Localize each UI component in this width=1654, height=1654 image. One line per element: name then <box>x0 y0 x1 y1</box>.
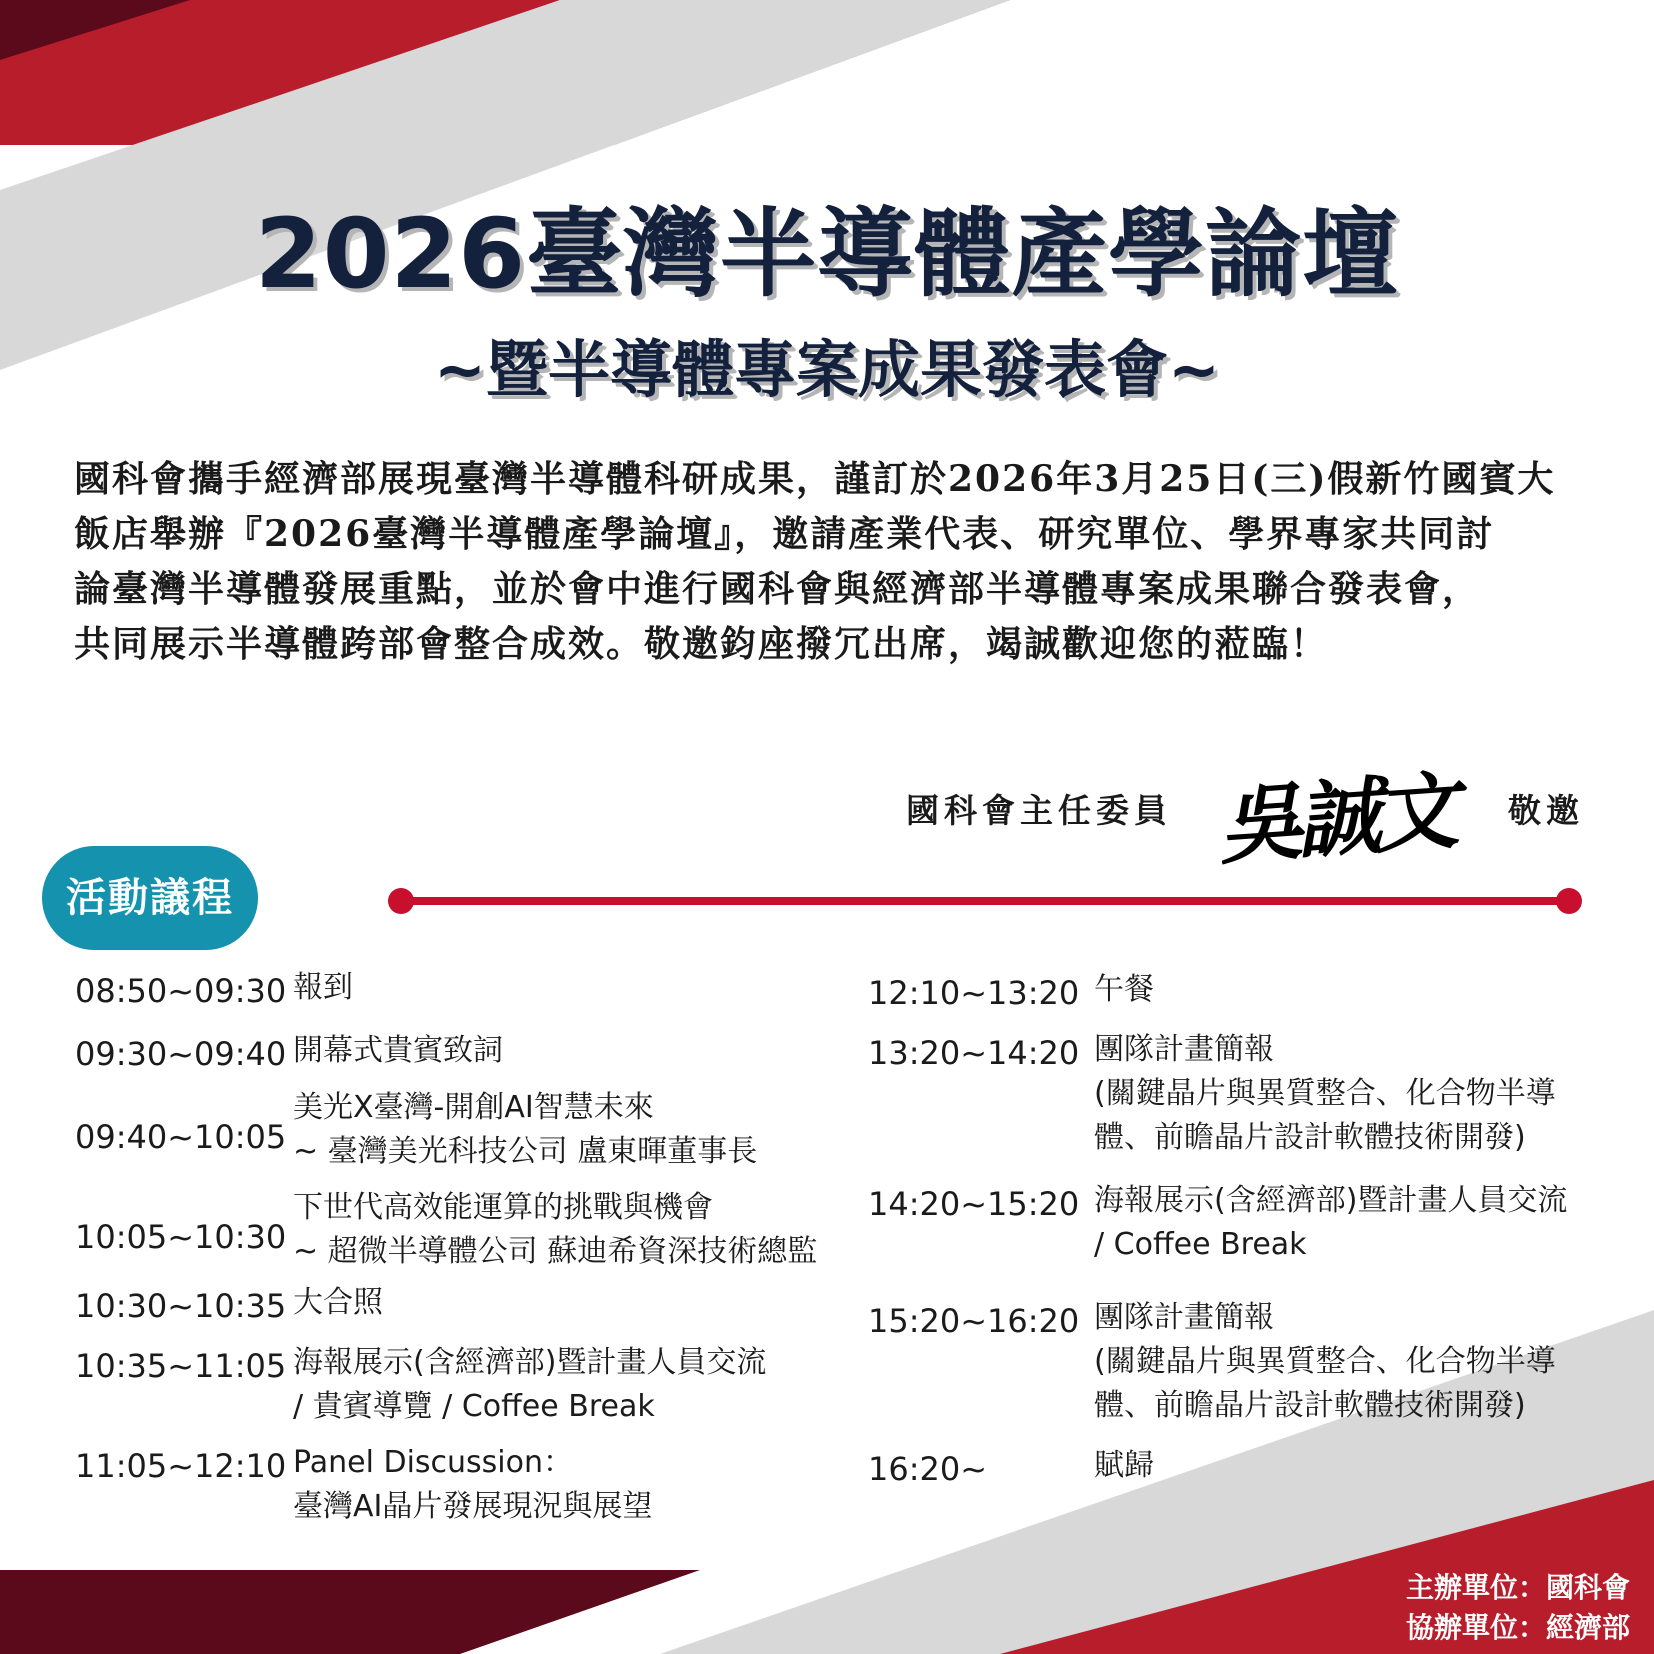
agenda-description <box>293 1186 817 1274</box>
co-host-organizer: 協辦單位：經濟部 <box>1405 1611 1630 1644</box>
agenda-description-line: 海報展示(含經濟部)暨計畫人員交流 <box>1094 1183 1568 1218</box>
agenda-description-line: / Coffee Break <box>1094 1227 1307 1262</box>
agenda-description-line: 體、前瞻晶片設計軟體技術開發) <box>1094 1388 1526 1423</box>
agenda-description-line: Panel Discussion： <box>293 1445 574 1480</box>
agenda-time: 13:20~14:20 <box>868 1034 1080 1072</box>
agenda-description-line: (關鍵晶片與異質整合、化合物半導 <box>1094 1344 1556 1379</box>
agenda-description-line: ~ 超微半導體公司 蘇迪希資深技術總監 <box>293 1234 818 1269</box>
agenda-description-line: 海報展示(含經濟部)暨計畫人員交流 <box>293 1345 767 1380</box>
agenda-description <box>1094 1296 1556 1428</box>
signature-title: 國科會主任委員 <box>906 791 1172 830</box>
agenda-time: 08:50~09:30 <box>75 972 287 1010</box>
agenda-description <box>293 1029 503 1073</box>
agenda-description <box>1094 968 1154 1012</box>
agenda-description-line: 賦歸 <box>1094 1448 1154 1483</box>
agenda-divider <box>400 897 1570 905</box>
agenda-time: 11:05~12:10 <box>75 1447 287 1485</box>
agenda-time: 14:20~15:20 <box>868 1185 1080 1223</box>
agenda-time: 10:35~11:05 <box>75 1347 287 1385</box>
page-subtitle: ~暨半導體專案成果發表會~ <box>434 333 1220 406</box>
agenda-description-line: 大合照 <box>293 1285 383 1320</box>
agenda-description <box>293 1441 652 1529</box>
agenda-time: 15:20~16:20 <box>868 1302 1080 1340</box>
agenda-time: 12:10~13:20 <box>868 974 1080 1012</box>
invitation-line: 論臺灣半導體發展重點，並於會中進行國科會與經濟部半導體專案成果聯合發表會， <box>74 568 1481 610</box>
agenda-time: 10:05~10:30 <box>75 1218 287 1256</box>
agenda-description-line: 團隊計畫簡報 <box>1094 1032 1274 1067</box>
agenda-description-line: 午餐 <box>1094 972 1154 1007</box>
host-organizer: 主辦單位：國科會 <box>1405 1571 1630 1604</box>
agenda-description-line: 臺灣AI晶片發展現況與展望 <box>293 1489 653 1524</box>
agenda-time: 09:30~09:40 <box>75 1035 287 1073</box>
invitation-line: 國科會攜手經濟部展現臺灣半導體科研成果，謹訂於2026年3月25日(三)假新竹國賓大 <box>74 458 1556 500</box>
agenda-description-line: 美光X臺灣-開創AI智慧未來 <box>293 1090 654 1125</box>
invitation-line: 飯店舉辦『2026臺灣半導體產學論壇』，邀請產業代表、研究單位、學界專家共同討 <box>74 513 1495 555</box>
invitation-line: 共同展示半導體跨部會整合成效。敬邀鈞座撥冗出席，竭誠歡迎您的蒞臨！ <box>74 623 1329 665</box>
agenda-description <box>1094 1179 1567 1267</box>
agenda-description <box>293 966 353 1010</box>
agenda-description-line: 團隊計畫簡報 <box>1094 1300 1274 1335</box>
divider-dot-right <box>1556 888 1582 914</box>
agenda-description-line: 開幕式貴賓致詞 <box>293 1033 503 1068</box>
agenda-description-line: / 貴賓導覽 / Coffee Break <box>293 1389 655 1424</box>
bottom-dark-band <box>0 1570 700 1654</box>
agenda-description <box>1094 1028 1556 1160</box>
signature-closing: 敬邀 <box>1508 791 1584 830</box>
agenda-description-line: (關鍵晶片與異質整合、化合物半導 <box>1094 1076 1556 1111</box>
agenda-badge: 活動議程 <box>42 846 258 950</box>
invitation-text <box>74 452 1594 672</box>
agenda-description-line: ~ 臺灣美光科技公司 盧東暉董事長 <box>293 1134 758 1169</box>
agenda-description <box>1094 1444 1154 1488</box>
handwritten-signature: 吳誠文 <box>1215 760 1456 877</box>
agenda-description-line: 下世代高效能運算的挑戰與機會 <box>293 1190 713 1225</box>
page-title: 2026臺灣半導體產學論壇 <box>254 198 1400 310</box>
agenda-description <box>293 1281 383 1325</box>
agenda-description <box>293 1341 766 1429</box>
agenda-time: 09:40~10:05 <box>75 1118 287 1156</box>
agenda-time: 16:20~ <box>868 1450 988 1488</box>
agenda-description-line: 報到 <box>293 970 353 1005</box>
agenda-description-line: 體、前瞻晶片設計軟體技術開發) <box>1094 1120 1526 1155</box>
agenda-description <box>293 1086 757 1174</box>
agenda-time: 10:30~10:35 <box>75 1287 287 1325</box>
